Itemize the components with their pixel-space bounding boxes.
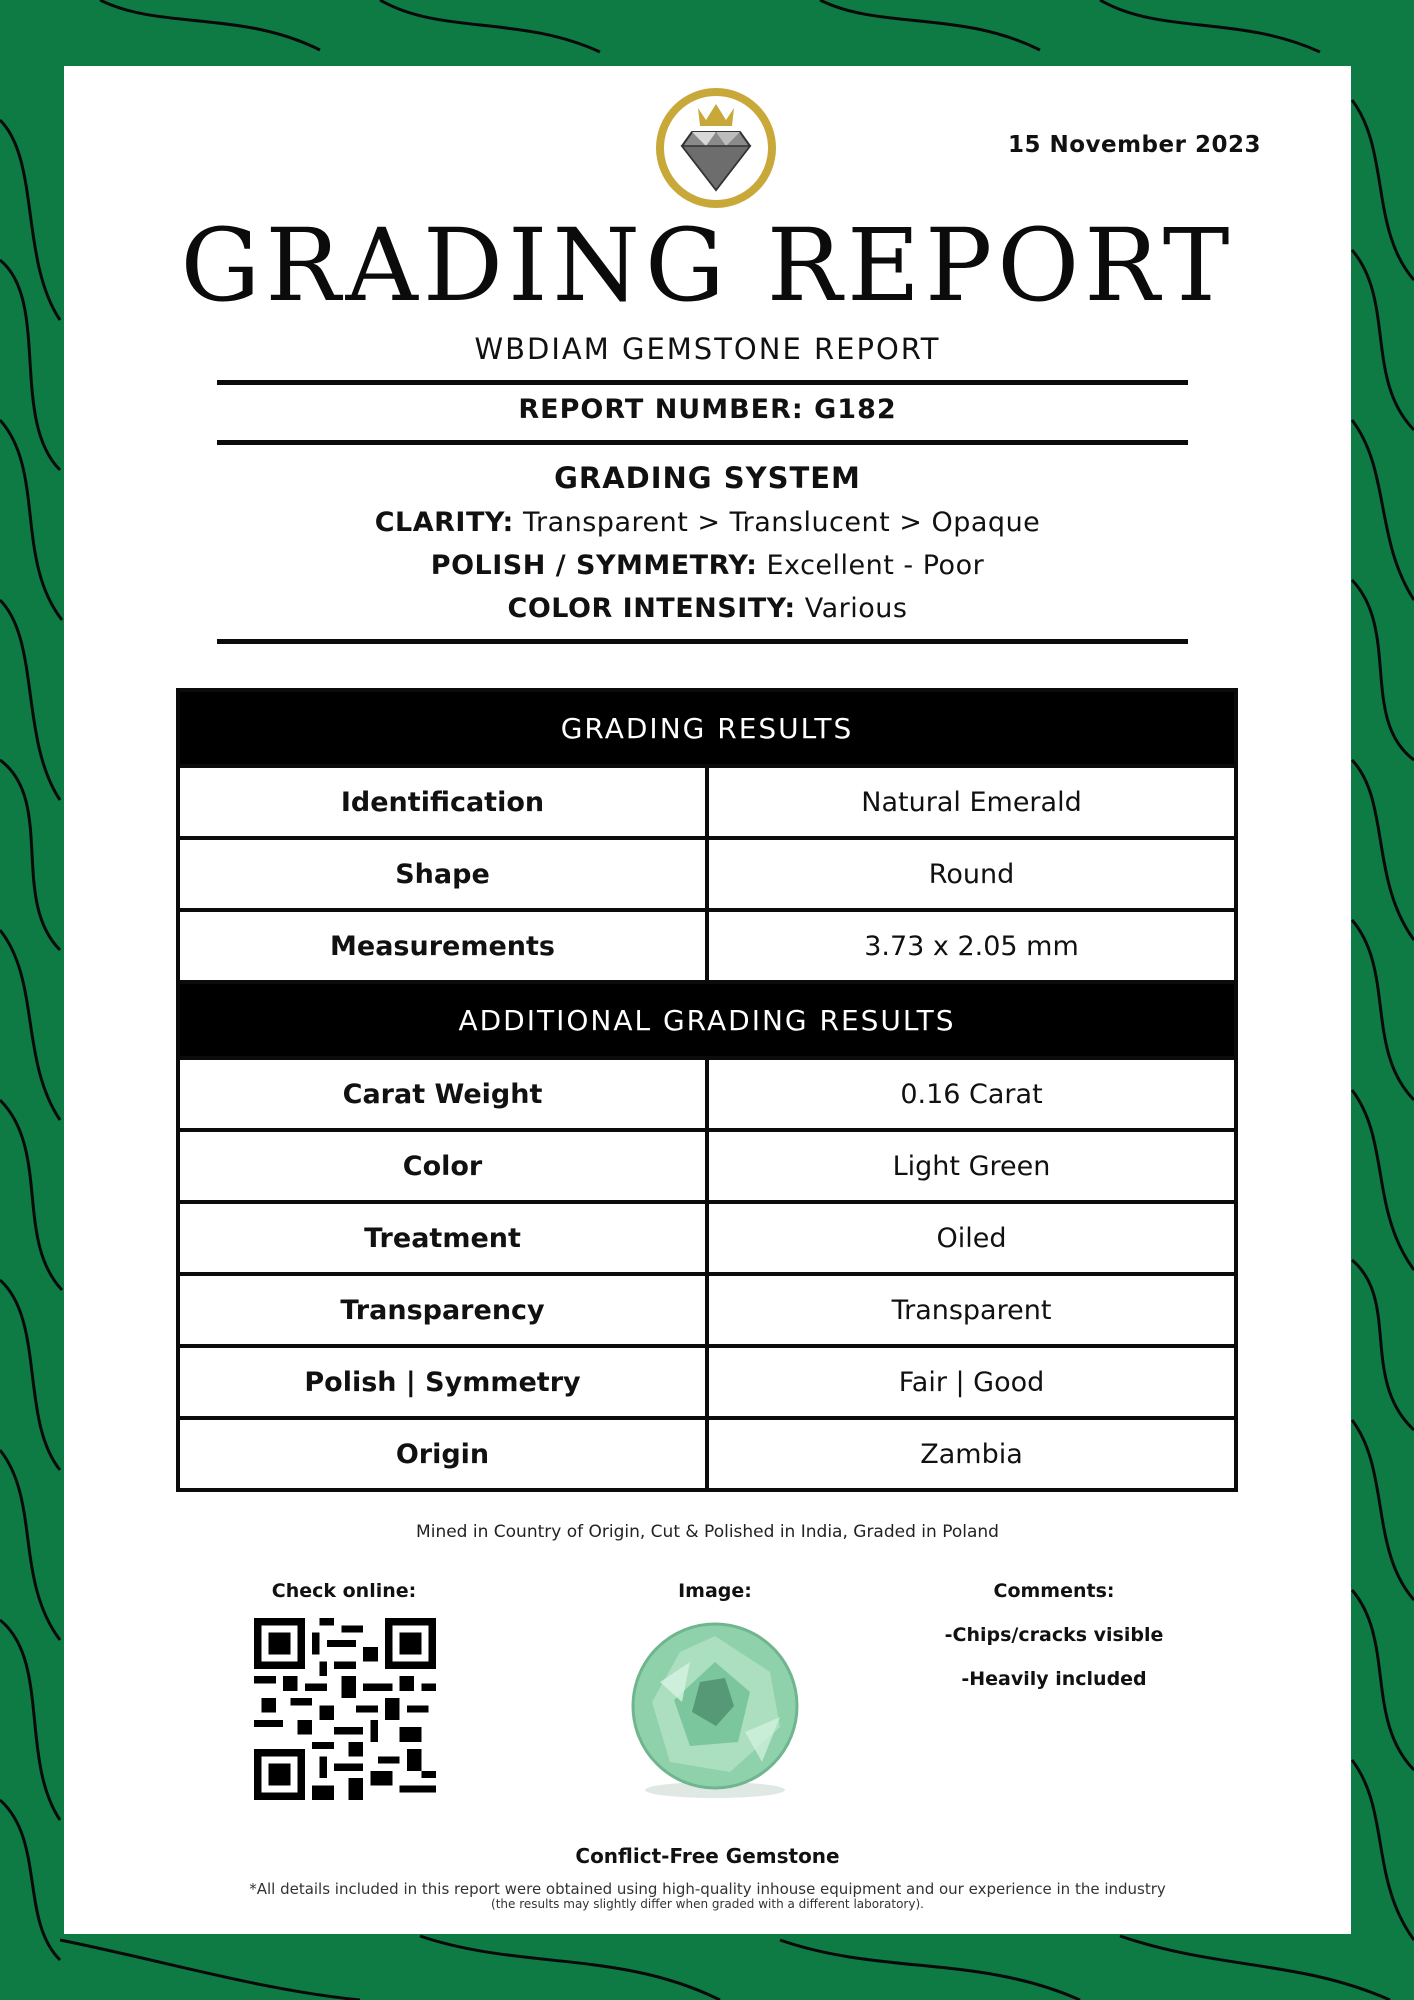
row-label: Color: [178, 1130, 707, 1202]
table-row: [178, 910, 1236, 982]
comment-item: -Heavily included: [961, 1668, 1147, 1690]
page-title: GRADING REPORT: [180, 207, 1235, 324]
report-date: 15 November 2023: [1007, 132, 1261, 158]
conflict-free-label: Conflict-Free Gemstone: [575, 1844, 840, 1868]
report-number: REPORT NUMBER: G182: [518, 394, 897, 425]
row-value: Light Green: [707, 1130, 1236, 1202]
report-page: [64, 66, 1351, 1934]
disclaimer: [64, 1882, 1351, 1912]
additional-results-heading: ADDITIONAL GRADING RESULTS: [178, 982, 1236, 1058]
row-value: Natural Emerald: [707, 766, 1236, 838]
table-row: [178, 1202, 1236, 1274]
grading-results-table: [176, 688, 1238, 1492]
grading-system-line-clarity: [64, 507, 1351, 538]
row-value: Fair | Good: [707, 1346, 1236, 1418]
grading-system-value: Various: [804, 593, 908, 624]
table-row: [178, 1346, 1236, 1418]
row-label: Transparency: [178, 1274, 707, 1346]
row-label: Treatment: [178, 1202, 707, 1274]
grading-system-label: POLISH / SYMMETRY:: [430, 550, 758, 581]
row-value: Transparent: [707, 1274, 1236, 1346]
divider: [217, 639, 1188, 644]
qr-code-icon[interactable]: [254, 1618, 436, 1800]
row-value: 0.16 Carat: [707, 1058, 1236, 1130]
row-label: Identification: [178, 766, 707, 838]
disclaimer-text: *All details included in this report were obtained using high-quality inhouse equipment and our experience in the industry: [249, 1880, 1166, 1898]
row-label: Shape: [178, 838, 707, 910]
page-subtitle: WBDIAM GEMSTONE REPORT: [474, 332, 941, 366]
row-label: Origin: [178, 1418, 707, 1490]
gemstone-image: [630, 1622, 800, 1802]
check-online-label: Check online:: [271, 1580, 417, 1602]
row-label: Polish | Symmetry: [178, 1346, 707, 1418]
divider: [217, 440, 1188, 445]
table-row: [178, 1418, 1236, 1490]
table-row: [178, 1058, 1236, 1130]
table-row: [178, 838, 1236, 910]
origin-note: Mined in Country of Origin, Cut & Polished in India, Graded in Poland: [416, 1522, 999, 1542]
row-label: Carat Weight: [178, 1058, 707, 1130]
row-label: Measurements: [178, 910, 707, 982]
row-value: 3.73 x 2.05 mm: [707, 910, 1236, 982]
table-row: [178, 1274, 1236, 1346]
grading-system-label: COLOR INTENSITY:: [507, 593, 796, 624]
row-value: Round: [707, 838, 1236, 910]
comment-item: -Chips/cracks visible: [944, 1624, 1164, 1646]
table-row: [178, 766, 1236, 838]
row-value: Zambia: [707, 1418, 1236, 1490]
grading-results-heading: GRADING RESULTS: [178, 690, 1236, 766]
divider: [217, 380, 1188, 385]
comments-label: Comments:: [993, 1580, 1115, 1602]
grading-system-line-color: [64, 593, 1351, 624]
disclaimer-subtext: (the results may slightly differ when graded with a different laboratory).: [491, 1897, 924, 1911]
grading-system-line-polish: [64, 550, 1351, 581]
grading-system-value: Excellent - Poor: [766, 550, 985, 581]
image-label: Image:: [678, 1580, 752, 1602]
grading-system-value: Transparent > Translucent > Opaque: [522, 507, 1041, 538]
grading-system-heading: GRADING SYSTEM: [554, 461, 861, 495]
grading-system-label: CLARITY:: [374, 507, 514, 538]
diamond-crown-logo-icon: [654, 86, 778, 210]
row-value: Oiled: [707, 1202, 1236, 1274]
table-row: [178, 1130, 1236, 1202]
